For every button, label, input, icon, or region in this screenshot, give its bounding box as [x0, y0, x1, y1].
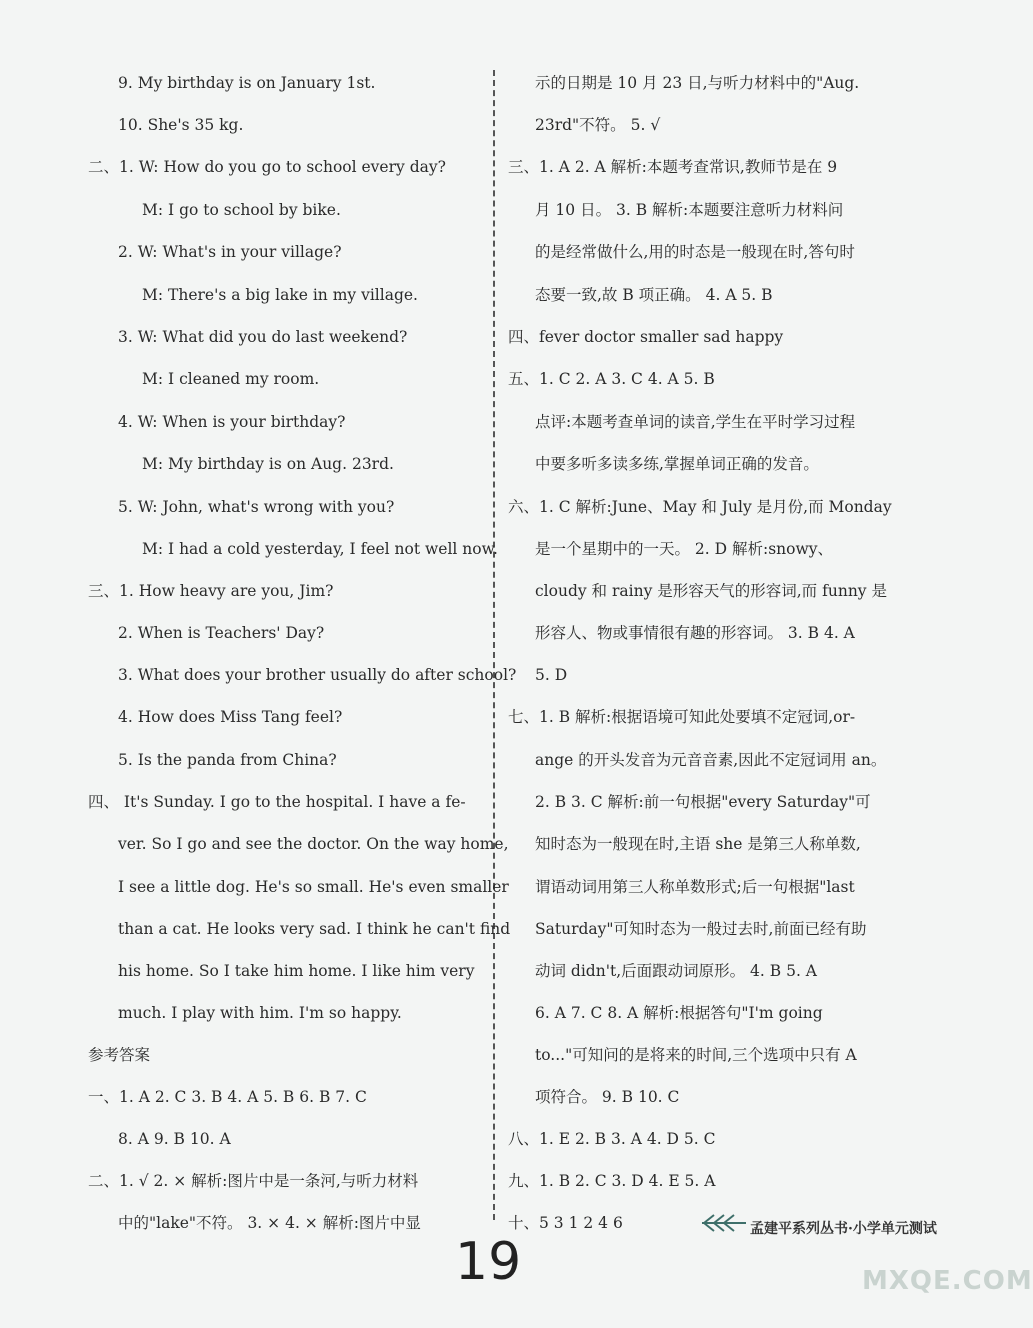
text-line: 中的"lake"不符。 3. × 4. × 解析:图片中显: [118, 1214, 421, 1232]
text-line: 一、1. A 2. C 3. B 4. A 5. B 6. B 7. C: [88, 1088, 367, 1106]
text-line: 6. A 7. C 8. A 解析:根据答句"I'm going: [535, 1004, 823, 1022]
text-line: 谓语动词用第三人称单数形式;后一句根据"last: [535, 878, 855, 896]
text-line: 23rd"不符。 5. √: [535, 116, 661, 134]
text-line: 项符合。 9. B 10. C: [535, 1088, 680, 1106]
text-line: 4. How does Miss Tang feel?: [118, 708, 343, 726]
text-line: 5. Is the panda from China?: [118, 751, 337, 769]
text-line: 3. W: What did you do last weekend?: [118, 328, 408, 346]
column-divider: [493, 70, 495, 1220]
text-line: 三、1. How heavy are you, Jim?: [88, 582, 334, 600]
text-line: M: I had a cold yesterday, I feel not well now.: [142, 540, 498, 558]
text-line: 动词 didn't,后面跟动词原形。 4. B 5. A: [535, 962, 817, 980]
text-line: 示的日期是 10 月 23 日,与听力材料中的"Aug.: [535, 74, 860, 92]
text-line: M: I go to school by bike.: [142, 201, 341, 219]
text-line: 四、 It's Sunday. I go to the hospital. I have a fe-: [88, 793, 466, 811]
text-line: 2. B 3. C 解析:前一句根据"every Saturday"可: [535, 793, 871, 811]
text-line: his home. So I take him home. I like him very: [118, 962, 475, 980]
text-line: ver. So I go and see the doctor. On the way home,: [118, 835, 509, 853]
text-line: 九、1. B 2. C 3. D 4. E 5. A: [508, 1172, 716, 1190]
text-line: 5. D: [535, 666, 568, 684]
text-line: 3. What does your brother usually do after school?: [118, 666, 517, 684]
text-line: 七、1. B 解析:根据语境可知此处要填不定冠词,or-: [508, 708, 856, 726]
text-line: than a cat. He looks very sad. I think he can't find: [118, 920, 511, 938]
watermark: MXQE.COM: [862, 1266, 1033, 1296]
text-line: 的是经常做什么,用的时态是一般现在时,答句时: [535, 243, 855, 261]
text-line: 形容人、物或事情很有趣的形容词。 3. B 4. A: [535, 624, 855, 642]
text-line: 4. W: When is your birthday?: [118, 413, 346, 431]
text-line: 四、fever doctor smaller sad happy: [508, 328, 784, 346]
text-line: 8. A 9. B 10. A: [118, 1130, 231, 1148]
text-line: to..."可知问的是将来的时间,三个选项中只有 A: [535, 1046, 857, 1064]
text-line: 态要一致,故 B 项正确。 4. A 5. B: [535, 286, 773, 304]
text-line: much. I play with him. I'm so happy.: [118, 1004, 402, 1022]
text-line: 知时态为一般现在时,主语 she 是第三人称单数,: [535, 835, 861, 853]
text-line: 二、1. W: How do you go to school every day?: [88, 158, 446, 176]
text-line: 三、1. A 2. A 解析:本题考查常识,教师节是在 9: [508, 158, 838, 176]
text-line: cloudy 和 rainy 是形容天气的形容词,而 funny 是: [535, 582, 887, 600]
text-line: 是一个星期中的一天。 2. D 解析:snowy、: [535, 540, 834, 558]
text-line: 9. My birthday is on January 1st.: [118, 74, 376, 92]
text-line: M: My birthday is on Aug. 23rd.: [142, 455, 394, 473]
text-line: M: I cleaned my room.: [142, 370, 320, 388]
text-line: 点评:本题考查单词的读音,学生在平时学习过程: [535, 413, 856, 431]
section-heading: 参考答案: [88, 1046, 151, 1064]
text-line: 2. When is Teachers' Day?: [118, 624, 325, 642]
text-line: 二、1. √ 2. × 解析:图片中是一条河,与听力材料: [88, 1172, 419, 1190]
text-line: I see a little dog. He's so small. He's even smaller: [118, 878, 509, 896]
arrow-decoration-icon: [700, 1210, 748, 1236]
text-line: Saturday"可知时态为一般过去时,前面已经有助: [535, 920, 867, 938]
text-line: 10. She's 35 kg.: [118, 116, 244, 134]
text-line: 月 10 日。 3. B 解析:本题要注意听力材料问: [535, 201, 844, 219]
text-line: 5. W: John, what's wrong with you?: [118, 498, 395, 516]
text-line: M: There's a big lake in my village.: [142, 286, 418, 304]
series-title: 孟建平系列丛书·小学单元测试: [750, 1221, 937, 1237]
page-number: 19: [455, 1232, 522, 1292]
text-line: 中要多听多读多练,掌握单词正确的发音。: [535, 455, 819, 473]
text-line: 六、1. C 解析:June、May 和 July 是月份,而 Monday: [508, 498, 892, 516]
text-line: ange 的开头发音为元音音素,因此不定冠词用 an。: [535, 751, 887, 769]
text-line: 2. W: What's in your village?: [118, 243, 342, 261]
text-line: 十、5 3 1 2 4 6: [508, 1214, 623, 1232]
text-line: 八、1. E 2. B 3. A 4. D 5. C: [508, 1130, 716, 1148]
text-line: 五、1. C 2. A 3. C 4. A 5. B: [508, 370, 715, 388]
